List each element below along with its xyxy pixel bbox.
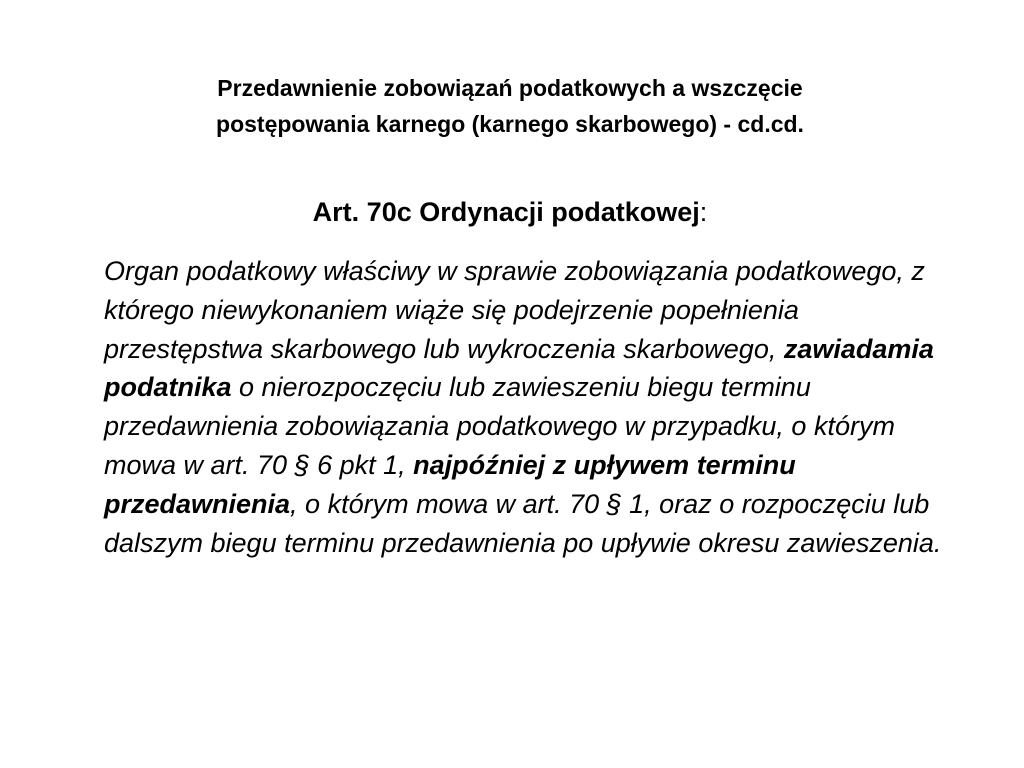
article-text-bold-1: zawiadamia podatnika: [104, 333, 934, 403]
slide-title: [60, 70, 960, 142]
title-line-1: Przedawnienie zobowiązań podatkowych a wszczęcie: [217, 75, 803, 101]
article-text: [104, 252, 944, 562]
article-text-bold-2: najpóźniej z upływem terminu przedawnienia: [104, 449, 796, 519]
article-text-segment-3: , o którym mowa w art. 70 § 1, oraz o rozpoczęciu lub dalszym biegu terminu przedawnienia po upływie okresu zawieszenia.: [104, 488, 942, 558]
article-text-segment-1: Organ podatkowy właściwy w sprawie zobowiązania podatkowego, z którego niewykonaniem wiąże się podejrzenie popełnienia przestępstwa skarbowego lub wykroczenia skarbowego,: [104, 256, 925, 364]
title-line-2: postępowania karnego (karnego skarbowego) - cd.cd.: [216, 111, 804, 137]
article-text-segment-2: o nierozpoczęciu lub zawieszeniu biegu terminu przedawnienia zobowiązania podatkowego w przypadku, o którym mowa w art. 70 § 6 pkt 1,: [104, 372, 895, 480]
article-heading: [60, 192, 960, 232]
article-heading-colon: :: [699, 197, 708, 227]
article-heading-bold: Art. 70c Ordynacji podatkowej: [312, 197, 700, 227]
